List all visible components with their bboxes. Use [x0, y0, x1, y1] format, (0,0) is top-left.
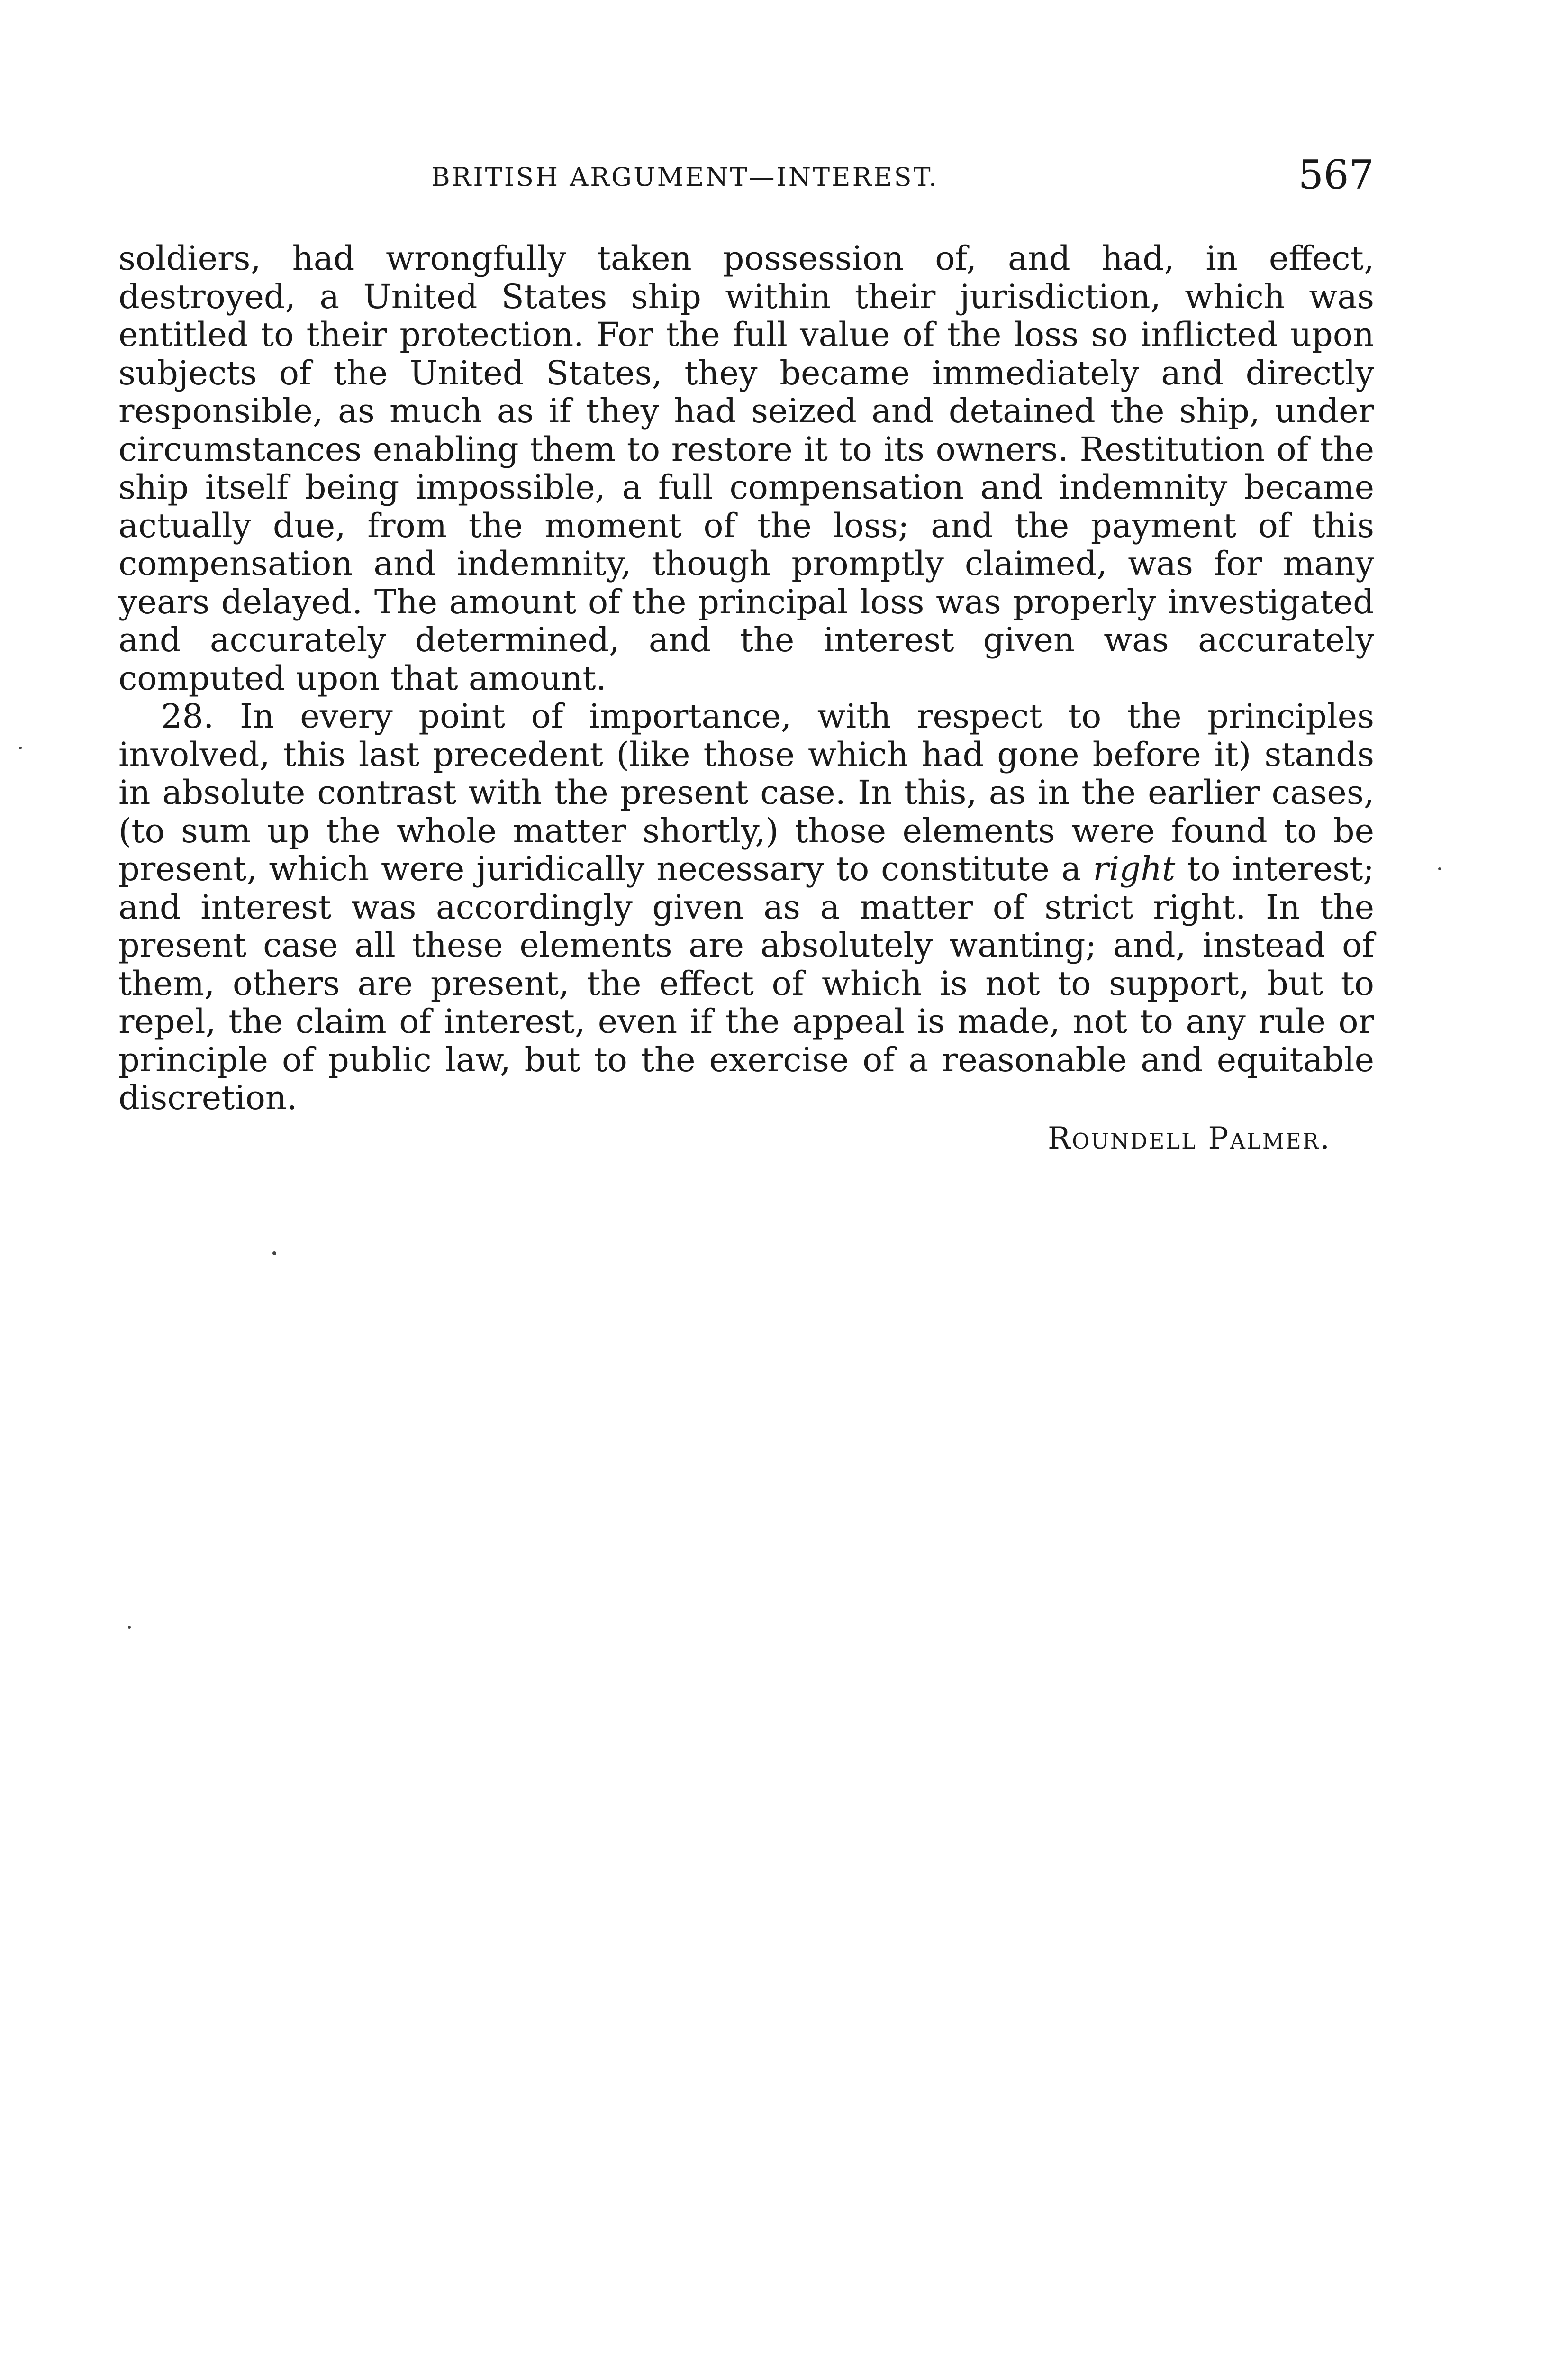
page-header	[118, 152, 1374, 204]
running-head: BRITISH ARGUMENT—INTEREST.	[431, 162, 939, 192]
scan-speck	[128, 1626, 131, 1629]
paragraph-continuation: soldiers, had wrongfully taken possession of, and had, in effect, destroyed, a United States ship within their jurisdiction, which was entitled to their protection. For the full value of the loss so inflicted upon subjects of the United States, they became immediately and directly responsible, as much as if they had seized and detained the ship, under circumstances enabling them to restore it to its owners. Restitution of the ship itself being impossible, a full compensation and indemnity became actually due, from the moment of the loss; and the payment of this compensation and indemnity, though promptly claimed, was for many years delayed. The amount of the principal loss was properly investigated and accurately determined, and the interest given was accurately computed upon that amount.	[118, 239, 1374, 698]
scan-speck	[272, 1251, 276, 1255]
paragraph-28-text-after: to interest; and interest was accordingly given as a matter of strict right. In the present case all these elements are absolutely wanting; and, instead of them, others are present, the effect of which is not to support, but to repel, the claim of interest, even if the appeal is made, not to any rule or principle of public law, but to the exercise of a reasonable and equitable discretion.	[118, 849, 1375, 1117]
paragraph-28-emphasis: right	[1093, 849, 1176, 888]
scan-speck	[1438, 867, 1441, 870]
signature: Roundell Palmer.	[1047, 1121, 1331, 1156]
paragraph-28	[118, 697, 1374, 1117]
body-text	[118, 239, 1374, 1117]
scan-speck	[19, 747, 22, 749]
page-number: 567	[1298, 152, 1374, 198]
paragraph-28-text-before: 28. In every point of importance, with respect to the principles involved, this last precedent (like those which had gone before it) stands in absolute contrast with the present case. In this, as in the earlier cases, (to sum up the whole matter shortly,) those elements were found to be present, which were juridically necessary to constitute a	[118, 697, 1374, 888]
